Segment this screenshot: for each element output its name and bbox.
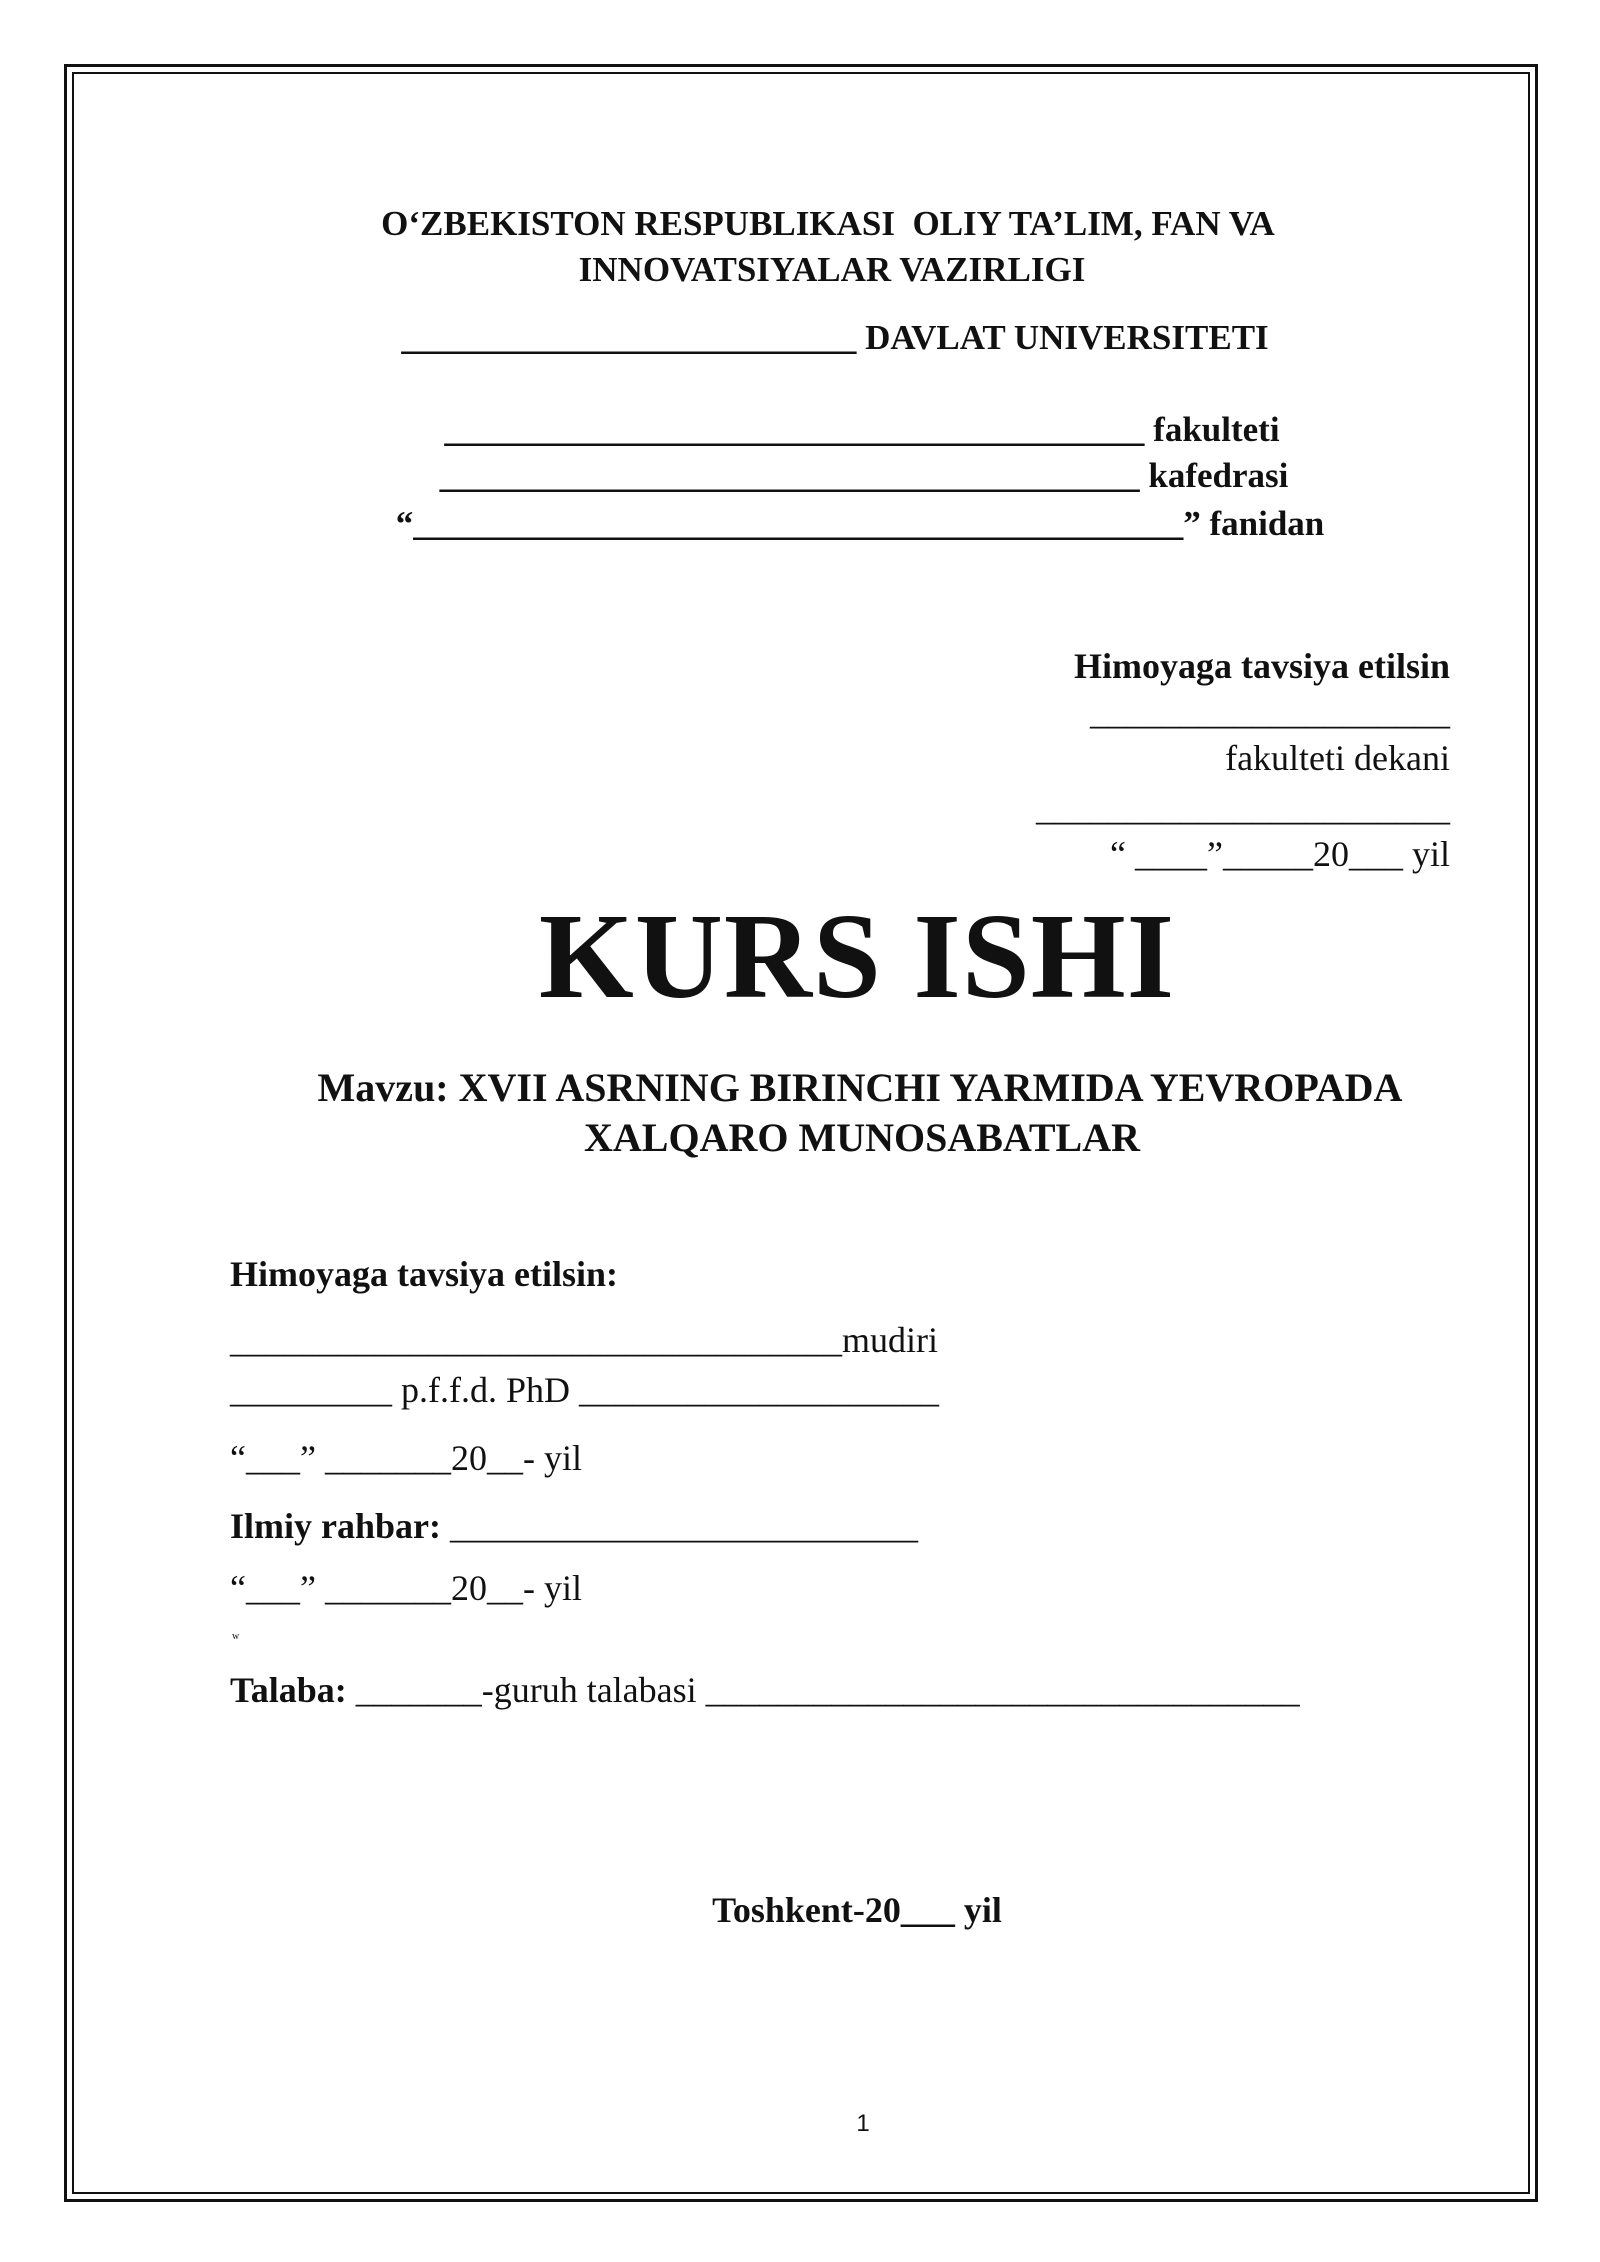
city-year: Toshkent-20___ yil — [712, 1890, 1002, 1930]
topic-line-1: Mavzu: XVII ASRNING BIRINCHI YARMIDA YEVROPADA — [317, 1065, 1403, 1110]
supervisor-blank: __________________________ — [441, 1506, 918, 1546]
dean-approval-date: “ ____”_____20___ yil — [1110, 834, 1450, 874]
topic-line-2: XALQARO MUNOSABATLAR — [584, 1115, 1140, 1160]
supervisor-label: Ilmiy rahbar: — [230, 1506, 441, 1546]
dean-approval-blank: ____________________ — [1090, 692, 1450, 732]
head-signature-line: __________________________________mudiri — [230, 1320, 938, 1360]
degree-line: _________ p.f.f.d. PhD ____________________ — [230, 1370, 939, 1410]
university-line: __________________________ DAVLAT UNIVERSITETI — [401, 318, 1269, 357]
stray-mark: w — [232, 1631, 240, 1642]
student-text: _______-guruh talabasi _________________________________ — [346, 1670, 1300, 1710]
dean-role: fakulteti dekani — [1225, 738, 1450, 778]
ministry-line-2: INNOVATSIYALAR VAZIRLIGI — [578, 250, 1086, 289]
main-title: KURS ISHI — [538, 889, 1176, 1024]
student-line — [230, 1672, 1300, 1708]
faculty-line: ________________________________________ fakulteti — [444, 410, 1280, 449]
dean-approval-title: Himoyaga tavsiya etilsin — [1074, 646, 1450, 686]
supervisor-date: “___” _______20__- yil — [230, 1568, 582, 1608]
dean-signature-blank: _______________________ — [1036, 788, 1450, 828]
department-line: ________________________________________ kafedrasi — [439, 456, 1289, 495]
head-approval-title: Himoyaga tavsiya etilsin: — [230, 1254, 618, 1294]
page-number: 1 — [856, 2110, 870, 2137]
head-approval-date: “___” _______20__- yil — [230, 1438, 582, 1478]
supervisor-line — [230, 1508, 918, 1544]
subject-line: “____________________________________________” fanidan — [395, 504, 1325, 543]
student-label: Talaba: — [230, 1670, 347, 1710]
ministry-line-1: O‘ZBEKISTON RESPUBLIKASI OLIY TA’LIM, FAN VA — [381, 204, 1275, 243]
